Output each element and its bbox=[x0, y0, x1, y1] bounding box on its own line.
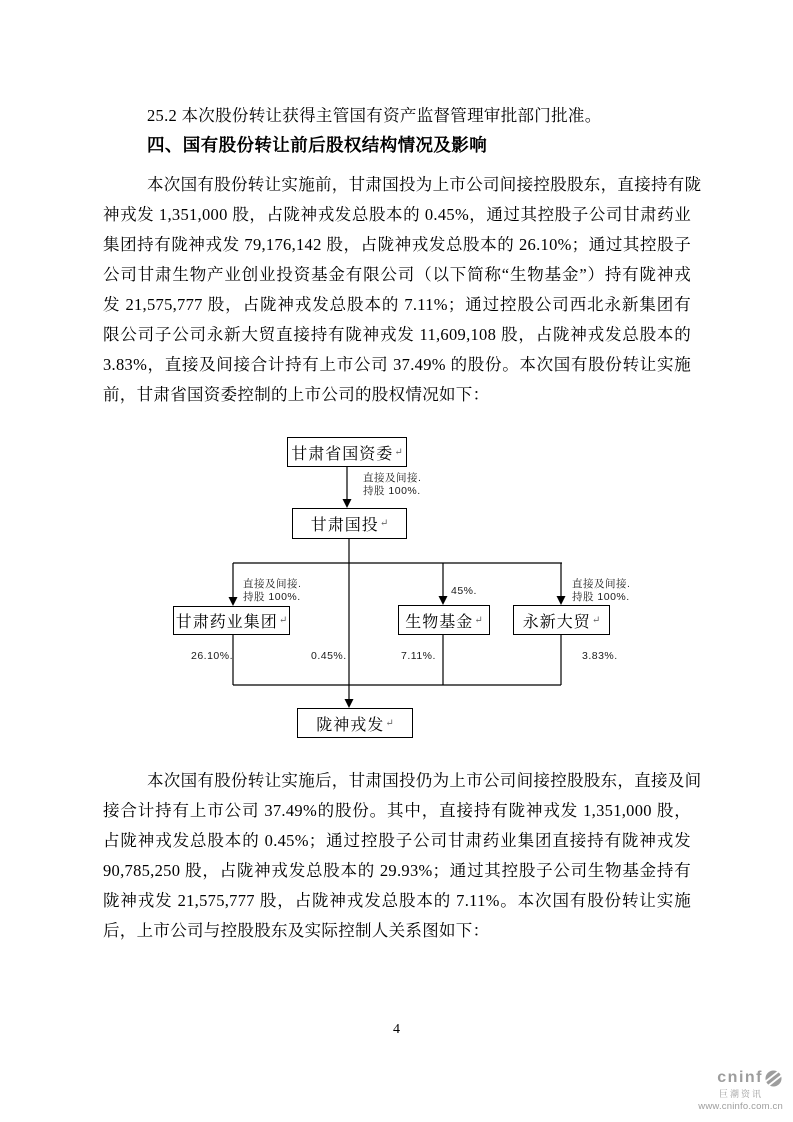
body-line: 占陇神戎发总股本的 0.45%；通过控股子公司甘肃药业集团直接持有陇神戎发 bbox=[103, 831, 691, 850]
logo-brand-text: cninf bbox=[717, 1069, 763, 1086]
edge-label-line: 直接及间接. bbox=[572, 578, 631, 590]
node-label: 甘肃药业集团 bbox=[175, 614, 278, 631]
pct-label-yongxin: 3.83%. bbox=[582, 650, 618, 662]
body-line: 本次国有股份转让实施前，甘肃国投为上市公司间接控股股东，直接持有陇 bbox=[147, 175, 702, 194]
body-line: 90,785,250 股，占陇神戎发总股本的 29.93%；通过其控股子公司生物基金持有 bbox=[103, 861, 691, 880]
arrowhead-listedco bbox=[345, 699, 354, 708]
return-mark: ↵ bbox=[379, 518, 389, 529]
body-line: 陇神戎发 21,575,777 股，占陇神戎发总股本的 7.11%。本次国有股份转让实施 bbox=[103, 891, 691, 910]
section-heading-wrap bbox=[103, 130, 691, 160]
return-mark: ↵ bbox=[474, 614, 483, 626]
body-line: 后，上市公司与控股股东及实际控制人关系图如下： bbox=[103, 921, 490, 940]
paragraph-after-diagram bbox=[103, 766, 702, 946]
node-label: 生物基金 bbox=[405, 613, 474, 631]
body-line: 神戎发 1,351,000 股，占陇神戎发总股本的 0.45%，通过其控股子公司甘肃药业 bbox=[103, 205, 691, 224]
body-line: 公司甘肃生物产业创业投资基金有限公司（以下简称“生物基金”）持有陇神戎 bbox=[103, 265, 691, 284]
body-line: 接合计持有上市公司 37.49%的股份。其中，直接持有陇神戎发 1,351,000 股， bbox=[103, 801, 691, 820]
node-longshen-rongfa bbox=[297, 708, 413, 738]
node-yongxin-trade bbox=[513, 605, 610, 635]
cninfo-swirl-icon bbox=[764, 1069, 783, 1088]
node-label: 甘肃国投 bbox=[310, 517, 379, 534]
body-line: 25.2 本次股份转让获得主管国有资产监督管理审批部门批准。 bbox=[147, 106, 602, 125]
edge-label-right bbox=[572, 578, 630, 604]
edge-label-line: 直接及间接. bbox=[243, 578, 302, 590]
logo-brand-row bbox=[663, 1068, 783, 1088]
page-number: 4 bbox=[393, 1022, 400, 1037]
edge-label-line: 持股 100%. bbox=[363, 485, 421, 497]
logo-url: www.cninfo.com.cn bbox=[698, 1101, 783, 1112]
node-pharma-group bbox=[173, 606, 290, 635]
edge-label-top bbox=[363, 472, 421, 498]
body-line: 发 21,575,777 股，占陇神戎发总股本的 7.11%；通过控股公司西北永新集团有 bbox=[103, 295, 691, 314]
arrowhead-biofund bbox=[439, 596, 448, 605]
edge-label-line: 持股 100%. bbox=[243, 591, 301, 603]
section-heading: 四、国有股份转让前后股权结构情况及影响 bbox=[147, 135, 488, 155]
arrowhead-yongxin bbox=[557, 596, 566, 605]
return-mark: ↵ bbox=[394, 446, 403, 458]
node-label: 永新大贸 bbox=[522, 613, 591, 631]
edge-label-line: 直接及间接. bbox=[363, 472, 422, 484]
edge-label-left bbox=[243, 578, 301, 604]
arrowhead-pharma bbox=[229, 597, 238, 606]
body-line: 限公司子公司永新大贸直接持有陇神戎发 11,609,108 股，占陇神戎发总股本的 bbox=[103, 325, 691, 344]
node-provincial-sasac bbox=[287, 437, 407, 467]
arrowhead-guotou bbox=[343, 499, 352, 508]
node-bio-fund bbox=[398, 605, 490, 635]
body-line: 集团持有陇神戎发 79,176,142 股，占陇神戎发总股本的 26.10%；通过其控股子 bbox=[103, 235, 691, 254]
node-gansu-guotou bbox=[292, 508, 407, 539]
edge-label-line: 持股 100%. bbox=[572, 591, 630, 603]
logo-chinese-name: 巨潮资讯 bbox=[718, 1089, 763, 1099]
return-mark: ↵ bbox=[278, 615, 288, 626]
pct-label-biofund: 7.11%. bbox=[401, 650, 436, 662]
paragraph-before-diagram bbox=[103, 170, 702, 410]
pct-label-direct: 0.45%. bbox=[311, 650, 347, 662]
body-line: 本次国有股份转让实施后，甘肃国投仍为上市公司间接控股股东，直接及间 bbox=[147, 771, 702, 790]
cninfo-logo bbox=[663, 1068, 783, 1112]
equity-structure-diagram bbox=[160, 435, 700, 747]
edge-label-mid-45pct: 45%. bbox=[451, 585, 477, 597]
pct-label-pharma: 26.10%. bbox=[191, 650, 234, 662]
node-label: 甘肃省国资委 bbox=[291, 445, 394, 463]
return-mark: ↵ bbox=[591, 614, 601, 626]
body-line: 3.83%，直接及间接合计持有上市公司 37.49% 的股份。本次国有股份转让实施 bbox=[103, 355, 691, 374]
node-label: 陇神戎发 bbox=[316, 716, 385, 734]
section-item-25-2 bbox=[103, 101, 691, 131]
body-line: 前，甘肃省国资委控制的上市公司的股权情况如下： bbox=[103, 385, 490, 404]
return-mark: ↵ bbox=[385, 717, 394, 729]
